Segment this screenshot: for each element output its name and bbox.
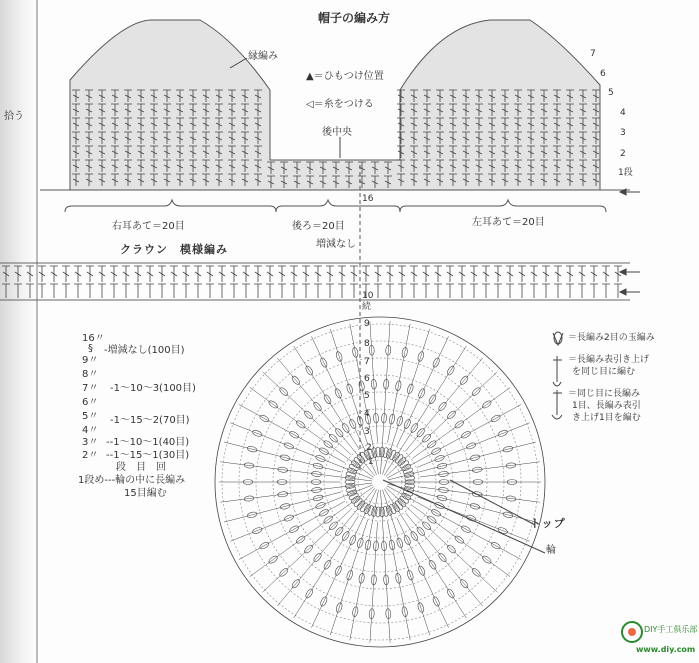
chart-title: 帽子の編み方 [318,11,391,25]
brim-row-3: 3 [620,128,626,138]
band-stitch [278,266,286,298]
band-stitch [206,266,214,298]
legend-front-post-text: ＝長編み表引き上げ [568,355,650,365]
band-stitch [542,266,550,298]
band-stitch [122,266,130,298]
crown-spoke [250,387,374,477]
legend-combo-text3: き上げ1目を編む [572,413,641,423]
band-stitch [14,266,22,298]
legend-combo-text: ＝同じ目に長編み [568,389,641,399]
crown-spoke [230,423,372,479]
legend-puff-text: ＝長編み2目の玉編み [568,333,655,343]
band-stitch [470,266,478,298]
crown-spoke [239,404,345,462]
crown-spoke [405,358,482,451]
table-rows-16-bracket: § [88,343,93,354]
crown-row-3: 3 [364,427,370,437]
band-stitch [2,266,10,298]
crown-spoke [311,489,376,627]
band-stitch [242,266,250,298]
crown-spoke [386,372,498,477]
table-rows-9: 9〃 [82,355,99,366]
band-stitch [458,266,466,298]
band-stitch [290,266,298,298]
crown-spoke [250,487,374,577]
table-header: 段 目 回 [116,462,166,473]
band-stitch [386,266,394,298]
crown-spoke [405,513,482,606]
legend-front-post-symbol [553,356,562,386]
crown-row-7: 7 [364,357,370,367]
legend-front-post-text2: を同じ目に編む [572,367,636,377]
crown-circle-chart [215,317,545,647]
crown-spoke [370,522,378,643]
table-desc-70: ‐1〜15〜2(70目) [110,415,190,426]
band-stitch [482,266,490,298]
left-ear-label: 左耳あて＝20目 [472,217,545,228]
no-change-label: 増減なし [316,239,356,250]
band-stitch [170,266,178,298]
table-desc-100: ‐1〜10〜3(100目) [110,383,196,394]
table-rows-5: 5〃 [82,411,99,422]
brim-row-7: 7 [590,49,596,59]
puff-stitch [404,483,415,489]
puff-stitch [345,480,355,485]
crown-spoke [263,372,351,455]
band-stitch [506,266,514,298]
band-stitch [410,266,418,298]
band-stitch [530,266,538,298]
crown-row-8: 8 [364,339,370,349]
legend-puff-symbol [553,332,563,345]
band-stitch [614,266,622,298]
crown-spoke [330,520,367,635]
band-stitch [218,266,226,298]
band-stitch [602,266,610,298]
crown-spoke [230,485,372,541]
band-stitch [446,266,454,298]
crown-row-9: 9 [364,319,370,329]
attach-yarn-marker: ◁＝糸をつける [306,99,374,110]
puff-stitch [382,447,389,458]
table-rows-7: 7〃 [82,383,99,394]
table-desc-no-change: ‐増減なし(100目) [104,345,185,356]
band-stitch [98,266,106,298]
legend-combo-symbol [552,390,562,419]
table-rows-4: 4〃 [82,425,99,436]
crown-spoke [381,490,391,643]
table-desc-30: ‐‐1〜15〜1(30目) [106,450,190,461]
pick-up-label: 拾う [4,111,24,122]
top-leader-line [450,480,535,525]
crown-row-5: 5 [364,391,370,401]
crown-band-stitches [2,266,622,298]
ring-label: 輪 [546,545,556,556]
crown-row-16: 16 [362,194,374,204]
back-label: 後ろ＝20目 [292,221,345,232]
table-rows-16: 16〃 [82,333,105,344]
crown-title: クラウン 模様編み [120,243,228,256]
band-stitch [26,266,34,298]
band-stitch [302,266,310,298]
band-stitch [578,266,586,298]
crown-row-2: 2 [366,443,372,453]
band-stitch [74,266,82,298]
legend-combo-text2: 1目、長編み表引 [572,401,641,411]
table-first-row: 1段め‐‐‐輪の中に長編み [78,475,186,486]
band-stitch [86,266,94,298]
crown-spoke [370,321,378,442]
crown-spoke [420,487,540,502]
crown-spoke [388,484,536,522]
band-stitch [230,266,238,298]
crown-row-10: 10 [362,291,374,301]
crown-spoke [420,462,540,477]
band-stitch [326,266,334,298]
band-stitch [266,266,274,298]
band-stitch [50,266,58,298]
table-desc-40: ‐‐1〜10〜1(40目) [106,437,190,448]
band-stitch [518,266,526,298]
crown-spoke [239,501,345,559]
band-stitch [254,266,262,298]
watermark-text: DIY手工俱乐部 [644,625,698,634]
watermark-logo-icon [618,610,698,662]
edge-label: 縁編み [248,51,278,62]
crown-spoke [263,509,351,592]
row-arrows [620,189,640,295]
puff-stitch [375,507,381,517]
table-rows-3: 3〃 [82,437,99,448]
brim-row-2: 2 [620,149,626,159]
crown-row-6: 6 [364,374,370,384]
brim-row-6: 6 [600,69,606,79]
watermark-url: www.diy.com [636,645,696,654]
crown-spoke [330,329,367,444]
table-rows-6: 6〃 [82,397,99,408]
band-stitch [398,266,406,298]
brim-row-5: 5 [608,88,614,98]
back-center-label: 後中央 [322,127,352,138]
band-stitch [314,266,322,298]
right-ear-label: 右耳あて＝20目 [112,221,185,232]
continue-label: 続 [362,302,372,312]
crown-spoke [381,321,391,474]
crown-row-4: 4 [364,409,370,419]
band-stitch [434,266,442,298]
table-first-row-cont: 15目編む [124,488,167,499]
crown-spoke [388,442,536,480]
band-stitch [338,266,346,298]
band-stitch [590,266,598,298]
band-stitch [422,266,430,298]
band-stitch [566,266,574,298]
band-stitch [134,266,142,298]
puff-stitch [404,475,415,481]
brim-brace [65,200,606,212]
band-stitch [194,266,202,298]
table-rows-2: 2〃 [82,450,99,461]
crown-spoke [386,487,498,592]
crown-spoke [382,329,429,475]
crown-spoke [412,387,510,458]
band-stitch [62,266,70,298]
band-stitch [182,266,190,298]
band-stitch [158,266,166,298]
band-stitch [110,266,118,298]
brim-row-1: 1段 [618,168,633,178]
band-stitch [374,266,382,298]
band-stitch [554,266,562,298]
band-stitch [494,266,502,298]
string-position-marker: ▲＝ひもつけ位置 [306,71,384,82]
table-rows-8: 8〃 [82,369,99,380]
crown-spoke [412,506,510,577]
band-stitch [350,266,358,298]
brim-row-4: 4 [620,108,626,118]
crown-spoke [382,490,429,636]
band-stitch [146,266,154,298]
top-label: トップ [530,517,566,530]
site-watermark [618,610,698,662]
band-stitch [38,266,46,298]
crown-row-1: 1 [368,457,374,467]
